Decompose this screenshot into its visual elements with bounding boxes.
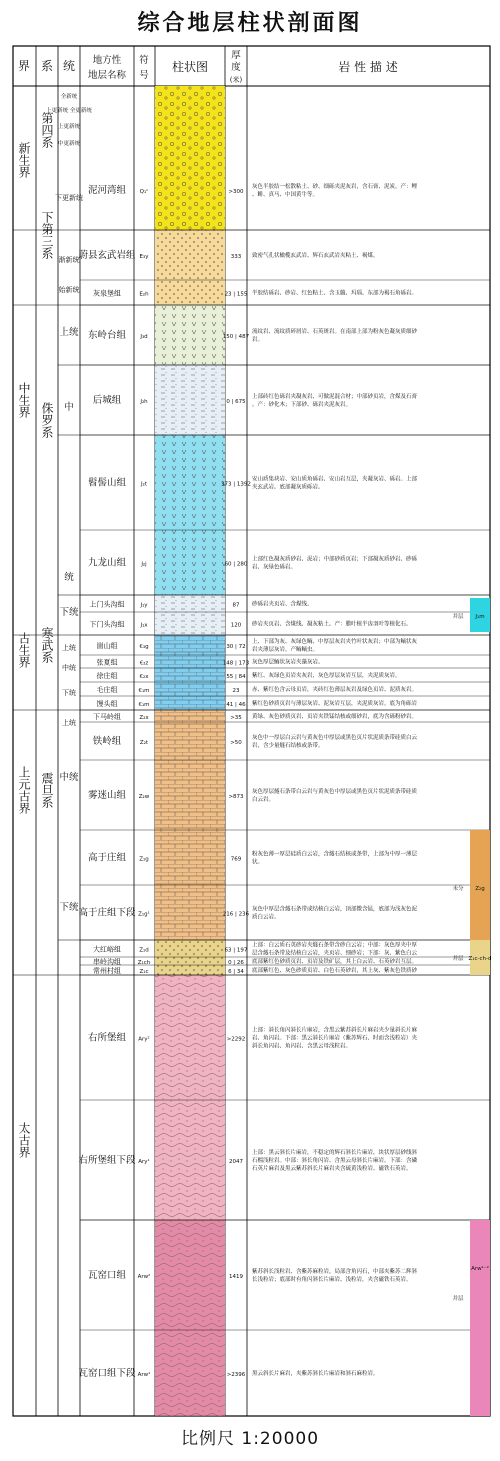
formation-name: 大红峪组	[93, 945, 121, 954]
side-note-z2g: 未分	[452, 886, 464, 892]
side-label-z2g: Z₂g	[475, 886, 485, 892]
formation-name: 右所堡组	[87, 1032, 127, 1044]
formation-symbol: Z₂w	[138, 794, 150, 800]
formation-name: 下马岭组	[93, 713, 121, 721]
formation-name: 崮山组	[96, 642, 118, 650]
system-quaternary: 第四系	[40, 112, 54, 148]
formation-name: 瓦窑口组下段	[78, 1368, 136, 1379]
formation-thickness: >2292	[226, 1036, 246, 1043]
formation-thickness: 6 | 34	[228, 969, 244, 975]
formation-name: 后城组	[92, 395, 122, 406]
header-name-l1: 地方性	[92, 55, 122, 66]
formation-symbol: Arw¹	[137, 1372, 151, 1378]
formation-description: 上部红色凝灰质砂岩、泥岩；中部砂质页岩；下部凝灰质砂岩、砂砾岩、灰绿色砾岩。	[252, 556, 418, 571]
formation-symbol: Ary²	[138, 1036, 150, 1043]
formation-symbol: Z₁g	[139, 856, 149, 863]
formation-description: 底部紫红色砂质页岩、页岩及铁矿层，其上白云岩、石英砂岩互层。	[252, 959, 418, 965]
formation-symbol: €₁m	[138, 702, 150, 708]
header-system: 系	[40, 59, 54, 73]
era-cenozoic: 新生界	[17, 142, 31, 178]
formation-symbol: E₃y	[139, 254, 149, 260]
formation-name: 铁岭组	[92, 736, 122, 747]
side-bar-z2g	[470, 830, 490, 940]
series-lower-pleistocene: 下更新统	[55, 194, 83, 202]
formation-description: 半胶结砾岩、砂岩、红色粘土、含玉髓、玛瑙。东部为褐石角砾岩。	[252, 290, 418, 297]
formation-thickness: >35	[230, 715, 242, 721]
system-lower-tertiary: 下第三系	[40, 211, 54, 259]
formation-row	[80, 658, 490, 669]
side-note-arw: 并层	[452, 1296, 464, 1302]
formation-symbol: J₁y	[140, 602, 148, 609]
formation-row	[80, 620, 490, 636]
header-thickness-l3: (米)	[229, 76, 243, 84]
formation-thickness: 769	[230, 856, 242, 863]
formation-name: 右所堡组下段	[78, 1155, 136, 1166]
formation-row	[80, 966, 490, 975]
formation-thickness: 23	[232, 688, 240, 694]
formation-symbol: J₁x	[140, 622, 148, 629]
side-groups	[452, 598, 491, 1416]
system-cambrian: 寒武系	[40, 627, 54, 663]
formation-thickness: 120	[230, 622, 242, 629]
formation-row	[80, 555, 490, 596]
formation-name: 瓦窑口组	[87, 1270, 127, 1281]
series-jurassic-upper: 上统	[59, 327, 79, 338]
lithology-column	[155, 86, 225, 1416]
formation-description: 上部砖红色砾岩夹凝灰岩、可做泥混合材；中部砂页岩，含煤及石膏。产：砂化木；下部砂、砾岩夹泥灰岩。	[252, 394, 418, 408]
formation-symbol: Z₁ch	[137, 960, 151, 966]
formation-row	[80, 475, 490, 531]
formation-row	[80, 182, 490, 230]
system-jurassic: 侏罗系	[40, 402, 54, 438]
formation-row	[80, 392, 490, 435]
formation-description: 砂砾岩夹页岩、含煤线。	[252, 601, 313, 608]
formation-symbol: €₃g	[139, 644, 149, 650]
header-symbol-l2: 号	[139, 70, 149, 81]
formation-thickness: 0 | 675	[226, 399, 246, 405]
formation-row	[80, 327, 490, 365]
formation-symbol: Z₁d	[139, 947, 149, 954]
formation-row	[80, 733, 490, 760]
formation-description: 紫红、灰绿色页岩夹灰岩，灰色厚层灰岩互层，夹泥质灰岩。	[252, 673, 401, 679]
side-label-z1c: Z₁c-ch-d	[468, 956, 492, 962]
formation-name: 高于庄组下段	[78, 907, 136, 919]
formation-thickness: 373 | 1392	[221, 481, 251, 488]
formation-description: 上、下部为灰、灰绿色鲕、中厚层灰岩夹竹叶状灰岩；中部为鲕状灰岩夹薄层灰岩。产鲕鲕虫。	[252, 639, 418, 653]
system-labels	[40, 112, 54, 808]
formation-description: 粉灰色薄一厚层硅质白云岩，含燧石结核或条带，上部为中厚一薄层状。	[252, 851, 418, 866]
series-sinian-upper: 上统	[62, 719, 76, 727]
formation-description: 底部紫红色、灰色砂质页岩、白色石英砂岩，其上灰、紫灰色铁质砂	[252, 968, 418, 974]
series-jurassic-middle-tong: 统	[64, 572, 74, 583]
chart-title: 综合地层柱状剖面图	[137, 11, 363, 36]
era-upper-proterozoic: 上元古界	[17, 766, 31, 814]
formation-row	[80, 671, 490, 682]
formation-name: 串岭沟组	[93, 958, 121, 966]
series-upper-pleistocene: 上更新统 全更新统	[46, 108, 92, 114]
formation-thickness: 60 | 280	[224, 561, 248, 568]
formation-symbol: €₂x	[139, 674, 149, 680]
formation-description: 赤、紫红色含云母页岩，夹砖红色薄层灰岩及绿色页岩、泥质灰岩。	[252, 687, 418, 693]
formation-thickness: >300	[228, 189, 244, 195]
formation-description: 紫红色砂质页岩与薄层灰岩、泥灰岩互层，夹泥质灰岩。底为角砾岩	[252, 701, 418, 707]
formation-row	[80, 685, 490, 696]
formation-thickness: 41 | 46	[226, 702, 246, 708]
formation-row	[80, 289, 490, 306]
side-label-arw: Arw¹⁻²	[471, 1266, 489, 1272]
formation-thickness: >50	[230, 740, 242, 746]
formation-description: 安山质集块岩、安山质角砾岩、安山岩互层，夹凝灰岩、砾岩。上部夹玄武岩。底部凝灰质砾岩。	[252, 476, 418, 491]
formation-name: 东岭台组	[87, 330, 127, 341]
formation-row	[80, 957, 490, 966]
formation-thickness: 23 | 155	[224, 291, 248, 298]
header-series: 统	[62, 59, 76, 73]
formation-thickness: >873	[228, 794, 244, 800]
formation-row	[78, 249, 490, 280]
formation-name: 泥河湾组	[87, 185, 127, 196]
header-thickness-l1: 厚	[231, 50, 241, 61]
formation-thickness: 148 | 173	[222, 660, 250, 667]
formation-thickness: 55 | 84	[226, 674, 246, 680]
formation-symbol: Z₂x	[139, 715, 149, 721]
header-name-l2: 地层名称	[87, 70, 127, 81]
formation-name: 高于庄组	[87, 852, 127, 864]
header-thickness-l2: 度	[231, 62, 241, 73]
formation-thickness: 150 | 487	[222, 334, 250, 340]
formation-description: 黄绿、灰色砂质页岩、页岩夹铁锰结核或细砂岩，底为含砾粉砂岩。	[252, 714, 418, 720]
series-upper: 上更新统	[57, 124, 81, 130]
formation-row	[80, 600, 490, 613]
formation-thickness: 216 | 236	[222, 911, 250, 918]
formation-thickness: 30 | 72	[226, 644, 246, 650]
formation-description: 砂岩夹页岩、含煤线、凝灰粘土。产：膜叶植半齿羽叶等植化石。	[252, 621, 412, 628]
formation-description: 灰色厚层鲕状灰岩夹藻灰岩。	[252, 659, 324, 666]
formation-thickness: 0 | 26	[228, 960, 244, 966]
formation-name: 髫髻山组	[87, 477, 127, 489]
formation-row	[80, 637, 490, 655]
formation-symbol: Ary¹	[138, 1159, 150, 1165]
era-archean: 太古界	[17, 1122, 31, 1158]
formation-description: 上部：斜长角闪斜长片麻岩，含黑云紫苏斜长片麻岩夹少量斜长片麻岩、角闪岩。下部：黑云斜长片麻岩（紫苏辉石、时而含浅粒岩）夹斜长角闪岩、角闪岩、含黑云母浅粒岩。	[252, 1027, 418, 1050]
side-label-j1m: J₁m	[475, 614, 485, 620]
formation-name: 徐庄组	[96, 672, 118, 680]
formation-symbol: J₂h	[140, 399, 148, 405]
formation-name: 蔚县玄武岩组	[78, 250, 136, 261]
side-note-z1c: 并层	[452, 956, 464, 962]
formation-description: 上部：白云质石英砂岩夹燧石条带含砂白云岩；中部：灰色厚夹中厚层含燧石条带及结核白云岩，夹页岩、细砂岩；下部：灰、紫色白云	[252, 942, 418, 957]
formation-description: 黑云斜长片麻岩，夹紫苏斜长片麻岩和斜石麻粒岩。	[252, 1371, 379, 1377]
series-cambrian-middle: 中统	[62, 664, 76, 672]
side-note-j1m: 并层	[452, 614, 464, 620]
formation-thickness: 87	[232, 602, 240, 609]
formation-description: 灰色半胶结一松散粘土、砂、细砾夹泥灰岩，含石膏、泥炭。产：鲤、鲱、真马、中国黄牛等。	[252, 184, 418, 198]
formation-description: 流纹岩、流纹质碎屑岩、石英斑岩。在南部上部为粉灰色凝灰质细砂岩。	[252, 329, 418, 343]
formation-thickness: 333	[230, 254, 242, 260]
formation-name: 常州村组	[93, 967, 121, 975]
formation-row	[80, 712, 490, 722]
formation-thickness: 2047	[229, 1159, 243, 1165]
formation-name: 上门头沟组	[89, 600, 125, 609]
series-jurassic-middle: 中	[64, 402, 74, 413]
series-holocene: 全新统	[60, 94, 78, 100]
formation-row	[80, 1026, 490, 1101]
formation-symbol: E₂h	[139, 291, 149, 298]
header-symbol-l1: 符	[139, 55, 149, 66]
formation-row	[78, 1148, 490, 1220]
series-jurassic-lower: 下统	[59, 607, 79, 618]
era-paleozoic: 古生界	[17, 632, 31, 668]
table-header	[18, 50, 398, 84]
series-cambrian-upper: 上统	[62, 644, 76, 652]
formation-symbol: Z₂t	[139, 740, 149, 746]
formation-symbol: Z₁g¹	[138, 911, 150, 918]
formation-symbol: Z₁c	[139, 969, 149, 975]
formation-symbol: J₃d	[140, 334, 148, 340]
side-bar-arw	[470, 1220, 490, 1416]
era-labels	[17, 142, 31, 1158]
series-sinian-middle: 中统	[59, 772, 79, 783]
header-description: 岩 性 描 述	[338, 60, 398, 74]
system-sinian: 震旦系	[40, 772, 54, 808]
formation-symbol: J₂t	[141, 481, 147, 488]
formation-description: 灰色中一厚层白云岩与黄灰色中厚层或黑色页片状泥质条带硅质白云岩，含少量燧石结核或条带。	[252, 735, 418, 749]
formation-row	[80, 787, 490, 830]
formation-symbol: J₂j	[141, 561, 147, 568]
formation-symbol: Q₁ⁿ	[139, 189, 149, 195]
series-sinian-lower: 下统	[59, 902, 79, 913]
formation-thickness: 63 | 197	[224, 947, 248, 954]
formation-name: 下门头沟组	[89, 620, 125, 629]
formation-row	[78, 905, 490, 941]
formation-description: 致密气孔状橄榄玄武岩、辉石玄武岩夹粘土、褐煤。	[252, 253, 379, 259]
formation-name: 灰泉堡组	[93, 289, 121, 298]
formation-name: 雾迷山组	[87, 790, 127, 801]
formation-thickness: 1419	[229, 1274, 243, 1280]
header-era: 界	[17, 59, 31, 73]
formation-description: 灰色厚层燧石条带白云岩与黄灰色中厚层或黑色页片状泥质条带硅质白云岩。	[252, 789, 418, 803]
formation-description: 上部：黑云斜长片麻岩，不稳定的辉石斜长片麻岩，块状厚层砂线斜石榴浅粒岩。中部：斜长角闪岩、含黑云母斜长片麻岩。下部：含磷石英片麻岩及黑云紫苏斜长片麻岩夹含硫黄浅粒岩、磁铁石英岩。	[252, 1150, 418, 1172]
formation-description: 灰色中厚层含燧石条带或结核白云岩，顶部微含锰，底部为浅灰色泥质白云岩。	[252, 906, 418, 921]
series-oligocene: 渐新统	[58, 256, 80, 264]
formation-rows	[78, 182, 490, 1416]
header-column: 柱状图	[171, 60, 209, 74]
series-middle-pleistocene: 中更新统	[57, 141, 81, 147]
series-eocene: 始新统	[58, 286, 80, 294]
formation-name: 馒头组	[96, 700, 118, 708]
formation-symbol: €₁m	[138, 688, 150, 694]
formation-row	[78, 1367, 490, 1416]
formation-name: 毛庄组	[96, 686, 118, 694]
formation-row	[80, 941, 490, 958]
formation-row	[80, 699, 490, 710]
formation-row	[80, 1267, 490, 1330]
formation-thickness: >2396	[226, 1372, 246, 1378]
formation-symbol: Arw²	[137, 1274, 151, 1280]
scale-label: 比例尺 1:20000	[180, 1429, 320, 1449]
formation-symbol: €₂z	[139, 660, 149, 667]
formation-row	[80, 850, 490, 886]
formation-name: 张夏组	[96, 658, 118, 667]
formation-name: 九龙山组	[87, 557, 127, 569]
formation-description: 紫苏斜长浅粒岩、含紫苏麻粒岩，局部含角闪石，中部夹紫苏二辉斜长浅粒岩；底部时有角闪斜长片麻岩、浅粒岩，夹含磁铁石英岩。	[252, 1269, 418, 1283]
era-mesozoic: 中生界	[17, 382, 31, 418]
series-cambrian-lower: 下统	[62, 689, 76, 697]
